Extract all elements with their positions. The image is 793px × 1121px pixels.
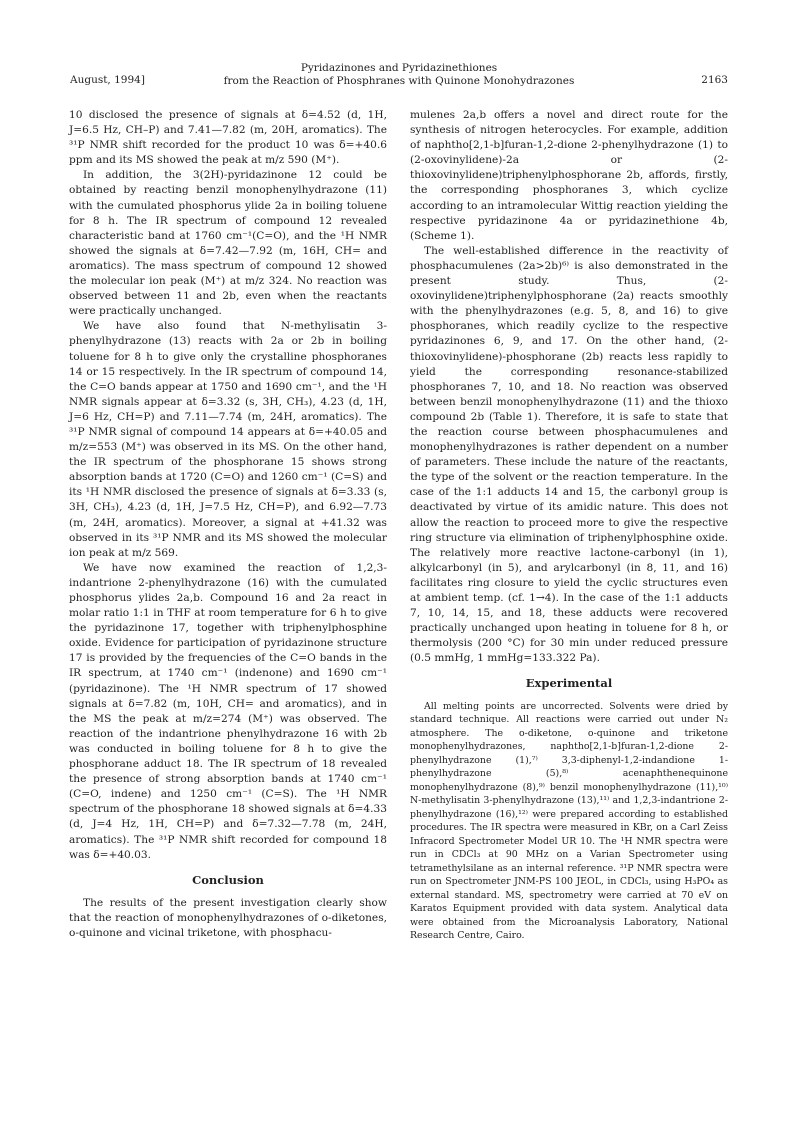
paragraph: In addition, the 3(2H)-pyridazinone 12 could be obtained by reacting benzil monophenylhydrazone (11) with the cumulated phosphorus ylide 2a in boiling toluene for 8 h. The IR spectrum of compound 12 revealed characteristic band at 1760 cm⁻¹(C=O), and the ¹H NMR showed the signals at δ=7.42—7.92 (m, 16H, CH= and aromatics). The mass spectrum of compound 12 showed the molecular ion peak (M⁺) at m/z 324. No reaction was observed between 11 and 2b, even when the reactants were practically unchanged. xyxy=(69,169,387,318)
paragraph: All melting points are uncorrected. Solvents were dried by standard technique. All reactions were carried out under N₂ atmosphere. The o-diketone, o-quinone and triketone monophenylhydrazones, naphtho[2,1-b]furan-1,2-dione 2-phenylhydrazone (1),⁷⁾ 3,3-diphenyl-1,2-indandione 1-phenylhydrazone (5),⁸⁾ acenaphthenequinone monophenylhydrazone (8),⁹⁾ benzil monophenylhydrazone (11),¹⁰⁾ N-methylisatin 3-phenylhydrazone (13),¹¹⁾ and 1,2,3-indantrione 2-phenylhydrazone (16),¹²⁾ were prepared according to established procedures. The IR spectra were measured in KBr, on a Carl Zeiss Infracord Spectrometer Model UR 10. The ¹H NMR spectra were run in CDCl₃ at 90 MHz on a Varian Spectrometer using tetramethylsilane as an internal reference. ³¹P NMR spectra were run on Spectrometer JNM-PS 100 JEOL, in CDCl₃, using H₃PO₄ as external standard. MS, spectrometry were carried at 70 eV on Karatos Equipment provided with data system. Analytical data were obtained from the Microanalysis Laboratory, National Research Centre, Cairo. xyxy=(410,700,728,942)
paragraph: 10 disclosed the presence of signals at δ=4.52 (d, 1H, J=6.5 Hz, CH–P) and 7.41—7.82 (m, 20H, aromatics). The ³¹P NMR shift recorded for the product 10 was δ=+40.6 ppm and its MS showed the peak at m/z 590 (M⁺). xyxy=(69,109,387,167)
paragraph: We have also found that N-methylisatin 3-phenylhydrazone (13) reacts with 2a or 2b in boiling toluene for 8 h to give only the crystalline phosphoranes 14 or 15 respectively. In the IR spectrum of compound 14, the C=O bands appear at 1750 and 1690 cm⁻¹, and the ¹H NMR signals appear at δ=3.32 (s, 3H, CH₃), 4.23 (d, 1H, J=6 Hz, CH=P) and 7.11—7.74 (m, 24H, aromatics). The ³¹P NMR signal of compound 14 appears at δ=+40.05 and m/z=553 (M⁺) was observed in its MS. On the other hand, the IR spectrum of the phosphorane 15 shows strong absorption bands at 1720 (C=O) and 1260 cm⁻¹ (C=S) and its ¹H NMR disclosed the presence of signals at δ=3.33 (s, 3H, CH₃), 4.23 (d, 1H, J=7.5 Hz, CH=P), and 6.92—7.73 (m, 24H, aromatics). Moreover, a signal at +41.32 was observed in its ³¹P NMR and its MS showed the molecular ion peak at m/z 569. xyxy=(69,320,387,559)
running-title-line-2: from the Reaction of Phosphranes with Quinone Monohydrazones xyxy=(223,75,575,87)
paragraph: mulenes 2a,b offers a novel and direct route for the synthesis of nitrogen heterocycles. For example, addition of naphtho[2,1-b]furan-1,2-dione 2-phenylhydrazone (1) to (2-oxovinylidene)-2a or (2-thioxovinylidene)triphenylphosphorane 2b, affords, firstly, the corresponding phosphoranes 3, which cyclize according to an intramolecular Wittig reaction yielding the respective pyridazinone 4a or pyridazinethione 4b, (Scheme 1). xyxy=(410,109,728,242)
left-column xyxy=(69,108,387,941)
experimental-text xyxy=(410,700,728,943)
paragraph: We have now examined the reaction of 1,2,3-indantrione 2-phenylhydrazone (16) with the cumulated phosphorus ylides 2a,b. Compound 16 and 2a react in molar ratio 1:1 in THF at room temperature for 6 h to give the pyridazinone 17, together with triphenylphosphine oxide. Evidence for participation of pyridazinone structure 17 is provided by the frequencies of the C=O bands in the IR spectrum, at 1740 cm⁻¹ (indenone) and 1690 cm⁻¹ (pyridazinone). The ¹H NMR spectrum of 17 showed signals at δ=7.82 (m, 10H, CH= and aromatics), and in the MS the peak at m/z=274 (M⁺) was observed. The reaction of the indantrione phenylhydrazone 16 with 2b was conducted in boiling toluene for 8 h to give the phosphorane adduct 18. The IR spectrum of 18 revealed the presence of strong absorption bands at 1740 cm⁻¹ (C=O, indene) and 1250 cm⁻¹ (C=S). The ¹H NMR spectrum of the phosphorane 18 showed signals at δ=4.33 (d, J=4 Hz, 1H, CH=P) and δ=7.32—7.78 (m, 24H, aromatics). The ³¹P NMR shift recorded for compound 18 was δ=+40.03. xyxy=(69,561,387,861)
paragraph: The results of the present investigation clearly show that the reaction of monophenylhydrazones of o-diketones, o-quinone and vicinal triketone, with phosphacu- xyxy=(69,896,387,939)
right-column xyxy=(410,108,728,943)
running-title-line-1: Pyridazinones and Pyridazinethiones xyxy=(300,62,498,74)
section-heading-experimental: Experimental xyxy=(525,676,613,691)
paragraph: The well-established difference in the reactivity of phosphacumulenes (2a>2b)⁶⁾ is also demonstrated in the present study. Thus, (2-oxovinylidene)triphenylphosphorane (2a) reacts smoothly with the phenylhydrazones (e.g. 5, 8, and 16) to give phosphoranes, which readily cyclize to the respective pyridazinones 6, 9, and 17. On the other hand, (2-thioxovinylidene)-phosphorane (2b) reacts less rapidly to yield the corresponding resonance-stabilized phosphoranes 7, 10, and 18. No reaction was observed between benzil monophenylhydrazone (11) and the thioxo compound 2b (Table 1). Therefore, it is safe to state that the reaction course between phosphacumulenes and monophenylhydrazones is rather dependent on a number of parameters. These include the nature of the reactants, the type of the solvent or the reaction temperature. In the case of the 1:1 adducts 14 and 15, the carbonyl group is deactivated by virtue of its amidic nature. This does not allow the reaction to proceed more to give the respective ring structure via elimination of triphenylphosphine oxide. The relatively more reactive lactone-carbonyl (in 1), alkylcarbonyl (in 5), and arylcarbonyl (in 8, 11, and 16) facilitates ring closure to yield the cyclic structures even at ambient temp. (cf. 1→4). In the case of the 1:1 adducts 7, 10, 14, 15, and 18, these adducts were recovered practically unchanged upon heating in toluene for 8 h, or thermolysis (200 °C) for 30 min under reduced pressure (0.5 mmHg, 1 mmHg=133.322 Pa). xyxy=(410,244,728,665)
section-heading-conclusion: Conclusion xyxy=(192,872,264,887)
header-running-title xyxy=(70,62,728,88)
header-date: August, 1994] xyxy=(70,74,145,86)
page-header xyxy=(70,62,728,102)
page-number: 2163 xyxy=(701,74,728,86)
